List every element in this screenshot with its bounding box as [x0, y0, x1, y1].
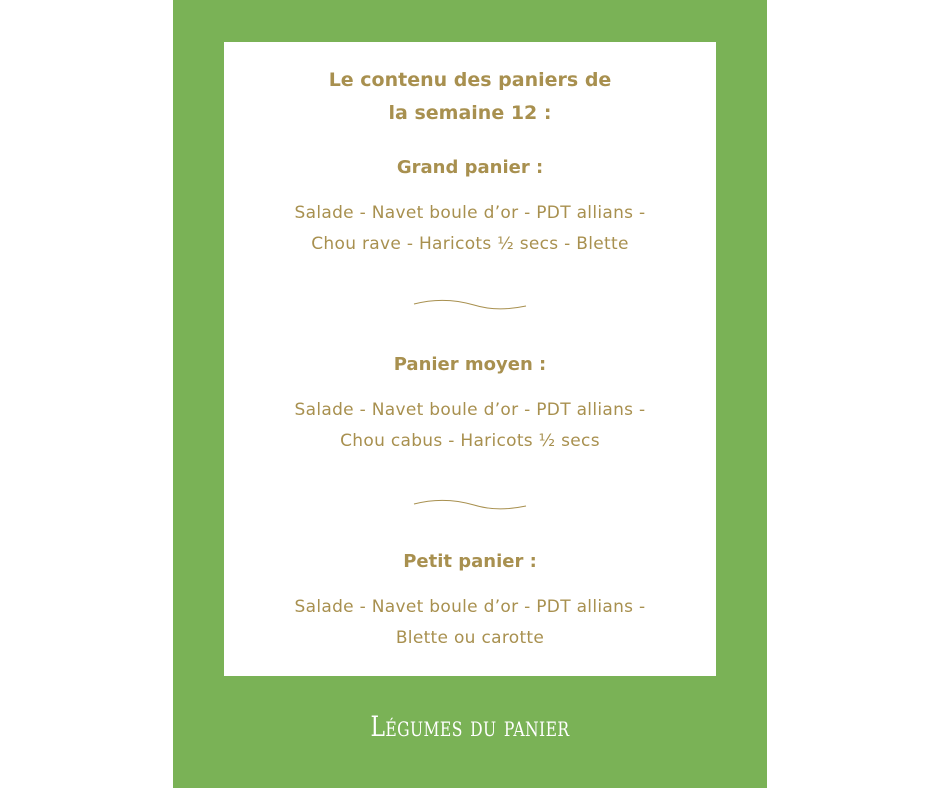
basket-items-line-2: Blette ou carotte — [395, 628, 545, 648]
basket-section-grand — [224, 156, 716, 260]
footer-title: Légumes du panier — [370, 710, 570, 743]
basket-heading: Petit panier : — [403, 551, 537, 572]
basket-items-line-1: Salade - Navet boule d’or - PDT allians - — [294, 203, 646, 223]
basket-items-line-2: Chou rave - Haricots ½ secs - Blette — [311, 234, 629, 254]
basket-heading: Panier moyen : — [393, 354, 547, 375]
wave-divider-icon — [412, 297, 528, 313]
poster-background — [173, 0, 767, 788]
basket-items-line-2: Chou cabus - Haricots ½ secs — [340, 431, 600, 451]
basket-section-petit — [224, 550, 716, 654]
page-title — [224, 64, 716, 130]
basket-items — [224, 395, 716, 457]
basket-items-line-1: Salade - Navet boule d’or - PDT allians - — [294, 400, 646, 420]
basket-heading: Grand panier : — [396, 157, 544, 178]
title-line-1: Le contenu des paniers de — [328, 69, 612, 91]
title-line-2: la semaine 12 : — [388, 102, 552, 124]
content-card — [224, 42, 716, 676]
basket-section-moyen — [224, 353, 716, 457]
basket-items-line-1: Salade - Navet boule d’or - PDT allians - — [294, 597, 646, 617]
basket-items — [224, 592, 716, 654]
wave-divider-icon — [412, 497, 528, 513]
basket-items — [224, 198, 716, 260]
